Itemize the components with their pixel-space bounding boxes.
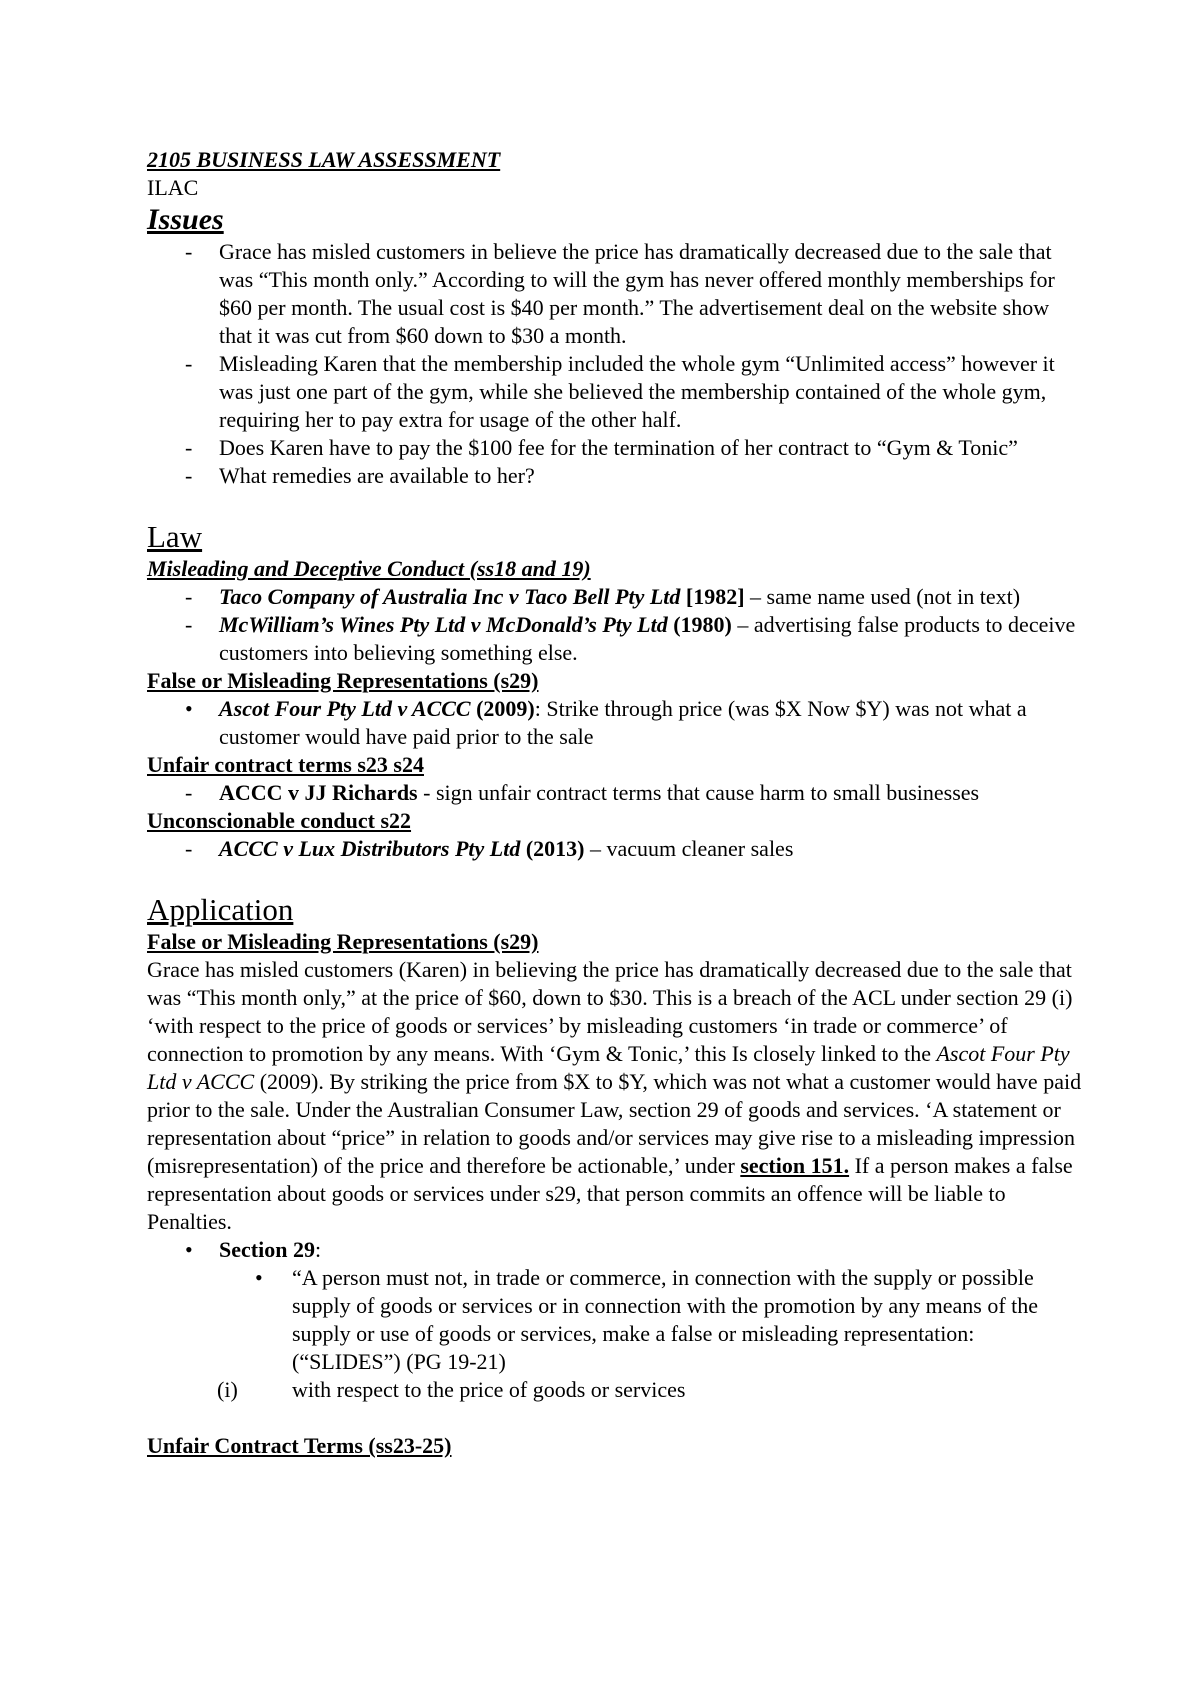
case-reference: Ascot Four Pty Ltd v ACCC — [147, 1041, 1070, 1094]
law-section-heading: Unfair contract terms s23 s24 — [147, 752, 424, 777]
bullet-marker: • — [255, 1265, 263, 1290]
dash-marker: - — [185, 239, 193, 264]
law-section-heading: Misleading and Deceptive Conduct (ss18 and 19) — [147, 556, 591, 581]
case-name: Ascot Four Pty Ltd v ACCC — [219, 696, 471, 721]
case-item: • Ascot Four Pty Ltd v ACCC (2009): Strike through price (was $X Now $Y) was not what a customer would have paid prior to the sale — [185, 696, 1027, 749]
sub-item — [147, 1376, 1087, 1404]
case-name: ACCC v JJ Richards — [219, 780, 418, 805]
issues-list — [147, 238, 1087, 490]
section-reference: section 151. — [740, 1153, 850, 1178]
case-year: (2009) — [476, 696, 535, 721]
issue-item: - Misleading Karen that the membership included the whole gym “Unlimited access” however it was just one part of the gym, while she believed the membership contained of the whole gym, requiring her to pay extra for usage of the other half. — [185, 351, 1055, 432]
case-year: (2013) — [525, 836, 585, 861]
law-section-heading: False or Misleading Representations (s29) — [147, 668, 539, 693]
issue-item: - Does Karen have to pay the $100 fee for the termination of her contract to “Gym & Tonic” — [185, 435, 1018, 460]
case-year: (1980) — [673, 612, 732, 637]
case-item: - ACCC v JJ Richards - sign unfair contract terms that cause harm to small businesses — [185, 780, 980, 805]
case-item: - McWilliam’s Wines Pty Ltd v McDonald’s Pty Ltd (1980) – advertising false products to deceive customers into believing something else. — [185, 612, 1076, 665]
case-item: - Taco Company of Australia Inc v Taco Bell Pty Ltd [1982] – same name used (not in text) — [185, 584, 1021, 609]
issue-item: - Grace has misled customers in believe the price has dramatically decreased due to the sale that was “This month only.” According to will the gym has never offered monthly memberships for $60 per month. The usual cost is $40 per month.” The advertisement deal on the website show that it was cut from $60 down to $30 a month. — [185, 239, 1055, 348]
roman-marker: (i) — [217, 1377, 238, 1402]
dash-marker: - — [185, 435, 193, 460]
issue-item: - What remedies are available to her? — [185, 463, 535, 488]
case-year: [1982] — [685, 584, 745, 609]
document-page — [147, 146, 1087, 1460]
case-item: - ACCC v Lux Distributors Pty Ltd (2013) – vacuum cleaner sales — [185, 836, 794, 861]
application-heading: Application — [147, 892, 294, 927]
application-paragraph: Grace has misled customers (Karen) in believing the price has dramatically decreased due to the sale that was “This month only,” at the price of $60, down to $30. This is a breach of the ACL under section 29 (i) ‘with respect to the price of goods or services’ by misleading customers ‘in trade or commerce’ of connection to promotion by any means. With ‘Gym & Tonic,’ this Is closely linked to the Ascot Four Pty Ltd v ACCC (2009). By striking the price from $X to $Y, which was not what a customer would have paid prior to the sale. Under the Australian Consumer Law, section 29 of goods and services. ‘A statement or representation about “price” in relation to goods and/or services may give rise to a misleading impression (misrepresentation) of the price and therefore be actionable,’ under section 151. If a person makes a false representation about goods or services under s29, that person commits an offence will be liable to Penalties. — [147, 957, 1082, 1234]
case-name: Taco Company of Australia Inc v Taco Bell Pty Ltd — [219, 584, 681, 609]
section-label: Section 29 — [219, 1237, 315, 1262]
application-subheading: False or Misleading Representations (s29) — [147, 929, 539, 954]
issues-heading: Issues — [147, 203, 224, 236]
section-bullet: • Section 29: — [185, 1237, 322, 1262]
next-section-heading: Unfair Contract Terms (ss23-25) — [147, 1433, 452, 1458]
case-name: McWilliam’s Wines Pty Ltd v McDonald’s Pty Ltd — [219, 612, 668, 637]
document-title: 2105 BUSINESS LAW ASSESSMENT — [147, 147, 501, 172]
law-heading: Law — [147, 519, 203, 554]
law-section-heading: Unconscionable conduct s22 — [147, 808, 412, 833]
quote-bullet — [147, 1264, 1087, 1376]
quote-text: “A person must not, in trade or commerce, in connection with the supply or possible supply of goods or services or in connection with the promotion by any means of the supply or use of goods or services, make a false or misleading representation: (“SLIDES”) (PG 19-21) — [292, 1265, 1039, 1374]
sub-item-text: with respect to the price of goods or services — [292, 1377, 686, 1402]
dash-marker: - — [185, 463, 193, 488]
dash-marker: - — [185, 351, 193, 376]
document-subtitle: ILAC — [147, 175, 199, 200]
case-name: ACCC v Lux Distributors Pty Ltd — [219, 836, 521, 861]
bullet-marker: • — [185, 1237, 193, 1262]
